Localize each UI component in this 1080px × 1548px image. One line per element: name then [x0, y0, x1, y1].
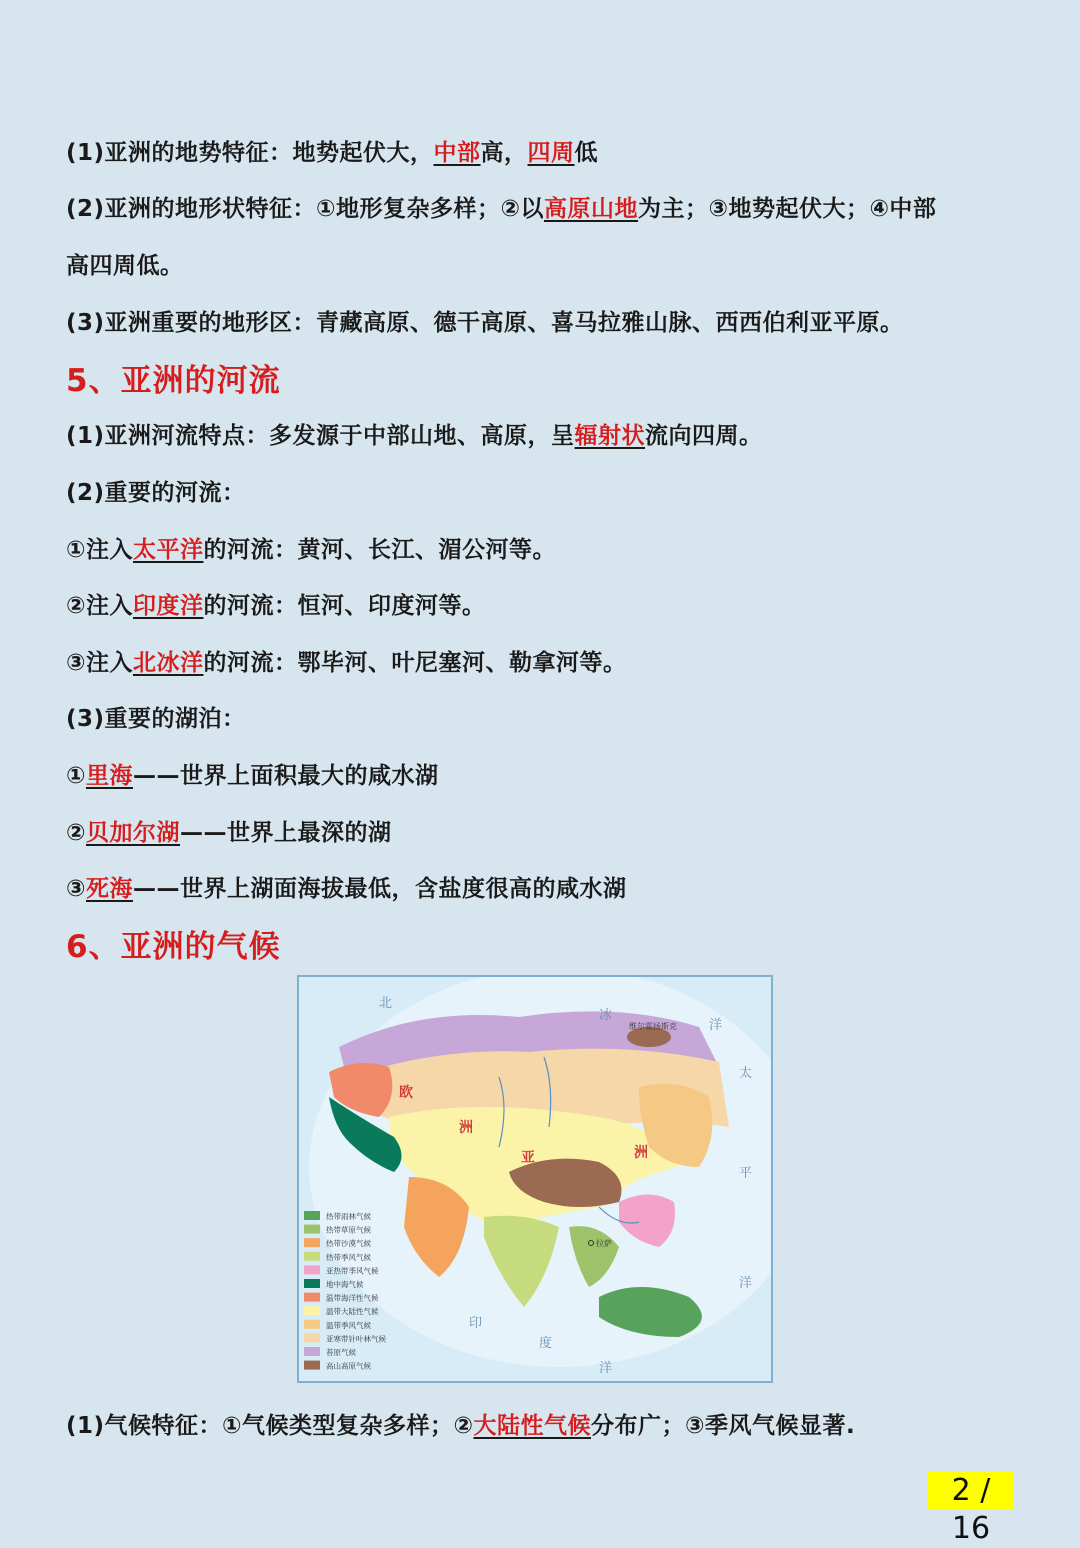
text: ③注入	[66, 650, 133, 676]
keyword: 中部	[433, 140, 481, 166]
important-lakes-title: (3)重要的湖泊：	[66, 706, 246, 732]
map-label-lhasa: 拉萨	[596, 1239, 612, 1248]
climate-map-graphic	[299, 977, 771, 1381]
text: 的河流：鄂毕河、叶尼塞河、勒拿河等。	[203, 650, 627, 676]
text: ①注入	[66, 537, 133, 563]
page-indicator: 2 / 16	[928, 1472, 1014, 1510]
legend-swatch	[304, 1279, 320, 1288]
lake-dead-sea-line	[66, 870, 626, 903]
map-label-verkhoyansk: 维尔霍扬斯克	[629, 1022, 677, 1031]
legend-label: 亚热带季风气候	[326, 1266, 379, 1276]
keyword: 大陆性气候	[473, 1413, 591, 1439]
legend-label: 苔原气候	[326, 1348, 356, 1357]
map-label-asia2: 洲	[634, 1145, 648, 1161]
map-label-north: 北	[379, 996, 393, 1011]
legend-label: 温带季风气候	[326, 1320, 371, 1330]
text: (1)亚洲的地势特征：地势起伏大，	[66, 140, 434, 166]
keyword: 北冰洋	[132, 650, 204, 676]
legend-swatch	[304, 1333, 320, 1342]
keyword: 贝加尔湖	[85, 820, 180, 846]
text: ③	[66, 876, 86, 902]
text: 流向四周。	[645, 423, 763, 449]
map-label-pacific2: 平	[739, 1166, 753, 1181]
legend-label: 高山高原气候	[326, 1361, 371, 1371]
legend-label: 亚寒带针叶林气候	[326, 1334, 386, 1344]
lake-caspian-line	[66, 757, 438, 790]
text: ②	[66, 820, 86, 846]
landform-regions-line: (3)亚洲重要的地形区：青藏高原、德干高原、喜马拉雅山脉、西西伯利亚平原。	[66, 310, 904, 336]
map-label-continent: 洲	[459, 1120, 473, 1136]
legend-swatch	[304, 1211, 320, 1220]
map-label-asia: 亚	[521, 1150, 535, 1166]
map-label-europe: 欧	[399, 1085, 413, 1101]
text: ——世界上湖面海拔最低，含盐度很高的咸水湖	[132, 876, 627, 902]
terrain-trait-line	[66, 134, 598, 167]
map-label-pacific3: 洋	[739, 1276, 753, 1291]
map-label-ice: 冰	[599, 1008, 613, 1023]
text: 为主；③地势起伏大；④中部	[637, 196, 937, 222]
keyword: 太平洋	[132, 537, 204, 563]
legend-label: 热带季风气候	[326, 1252, 371, 1262]
legend-swatch	[304, 1306, 320, 1315]
text: ——世界上面积最大的咸水湖	[132, 763, 439, 789]
text: 高，	[480, 140, 528, 166]
legend-swatch	[304, 1347, 320, 1356]
important-rivers-title: (2)重要的河流：	[66, 480, 246, 506]
map-label-indian1: 印	[469, 1316, 483, 1331]
text: 分布广；③季风气候显著.	[590, 1413, 856, 1439]
text: ——世界上最深的湖	[179, 820, 392, 846]
section-heading-rivers: 5、亚洲的河流	[66, 363, 281, 399]
legend-swatch	[304, 1238, 320, 1247]
text: 低	[574, 140, 599, 166]
text: ②注入	[66, 593, 133, 619]
legend-label: 热带草原气候	[326, 1225, 371, 1235]
river-indian-line	[66, 587, 485, 620]
map-label-indian2: 度	[539, 1336, 553, 1351]
keyword: 辐射状	[574, 423, 646, 449]
legend-label: 热带沙漠气候	[326, 1239, 371, 1249]
legend-swatch	[304, 1320, 320, 1329]
text: 的河流：恒河、印度河等。	[203, 593, 486, 619]
text: ①	[66, 763, 86, 789]
legend-swatch	[304, 1225, 320, 1234]
legend-swatch	[304, 1265, 320, 1274]
keyword: 里海	[85, 763, 133, 789]
text: (2)亚洲的地形状特征：①地形复杂多样；②以	[66, 196, 544, 222]
map-label-ocean-n: 洋	[709, 1018, 723, 1033]
asia-climate-map	[297, 975, 773, 1383]
section-heading-climate: 6、亚洲的气候	[66, 929, 281, 965]
legend-label: 温带大陆性气候	[326, 1307, 379, 1317]
keyword: 高原山地	[543, 196, 638, 222]
landform-trait-line	[66, 190, 936, 223]
keyword: 印度洋	[132, 593, 204, 619]
legend-label: 地中海气候	[326, 1280, 364, 1289]
river-pacific-line	[66, 531, 556, 564]
legend-swatch	[304, 1361, 320, 1370]
legend-swatch	[304, 1293, 320, 1302]
map-label-pacific1: 太	[739, 1066, 753, 1081]
text: 的河流：黄河、长江、湄公河等。	[203, 537, 556, 563]
map-label-indian3: 洋	[599, 1361, 613, 1376]
river-trait-line	[66, 417, 763, 450]
legend-label: 温带海洋性气候	[326, 1293, 379, 1303]
text: (1)气候特征：①气候类型复杂多样；②	[66, 1413, 474, 1439]
river-arctic-line	[66, 644, 626, 677]
landform-trait-line-cont: 高四周低。	[66, 253, 184, 279]
legend-swatch	[304, 1252, 320, 1261]
lake-baikal-line	[66, 814, 391, 847]
keyword: 死海	[85, 876, 133, 902]
legend-label: 热带雨林气候	[326, 1212, 371, 1221]
climate-trait-line	[66, 1407, 855, 1440]
text: (1)亚洲河流特点：多发源于中部山地、高原，呈	[66, 423, 575, 449]
keyword: 四周	[527, 140, 575, 166]
